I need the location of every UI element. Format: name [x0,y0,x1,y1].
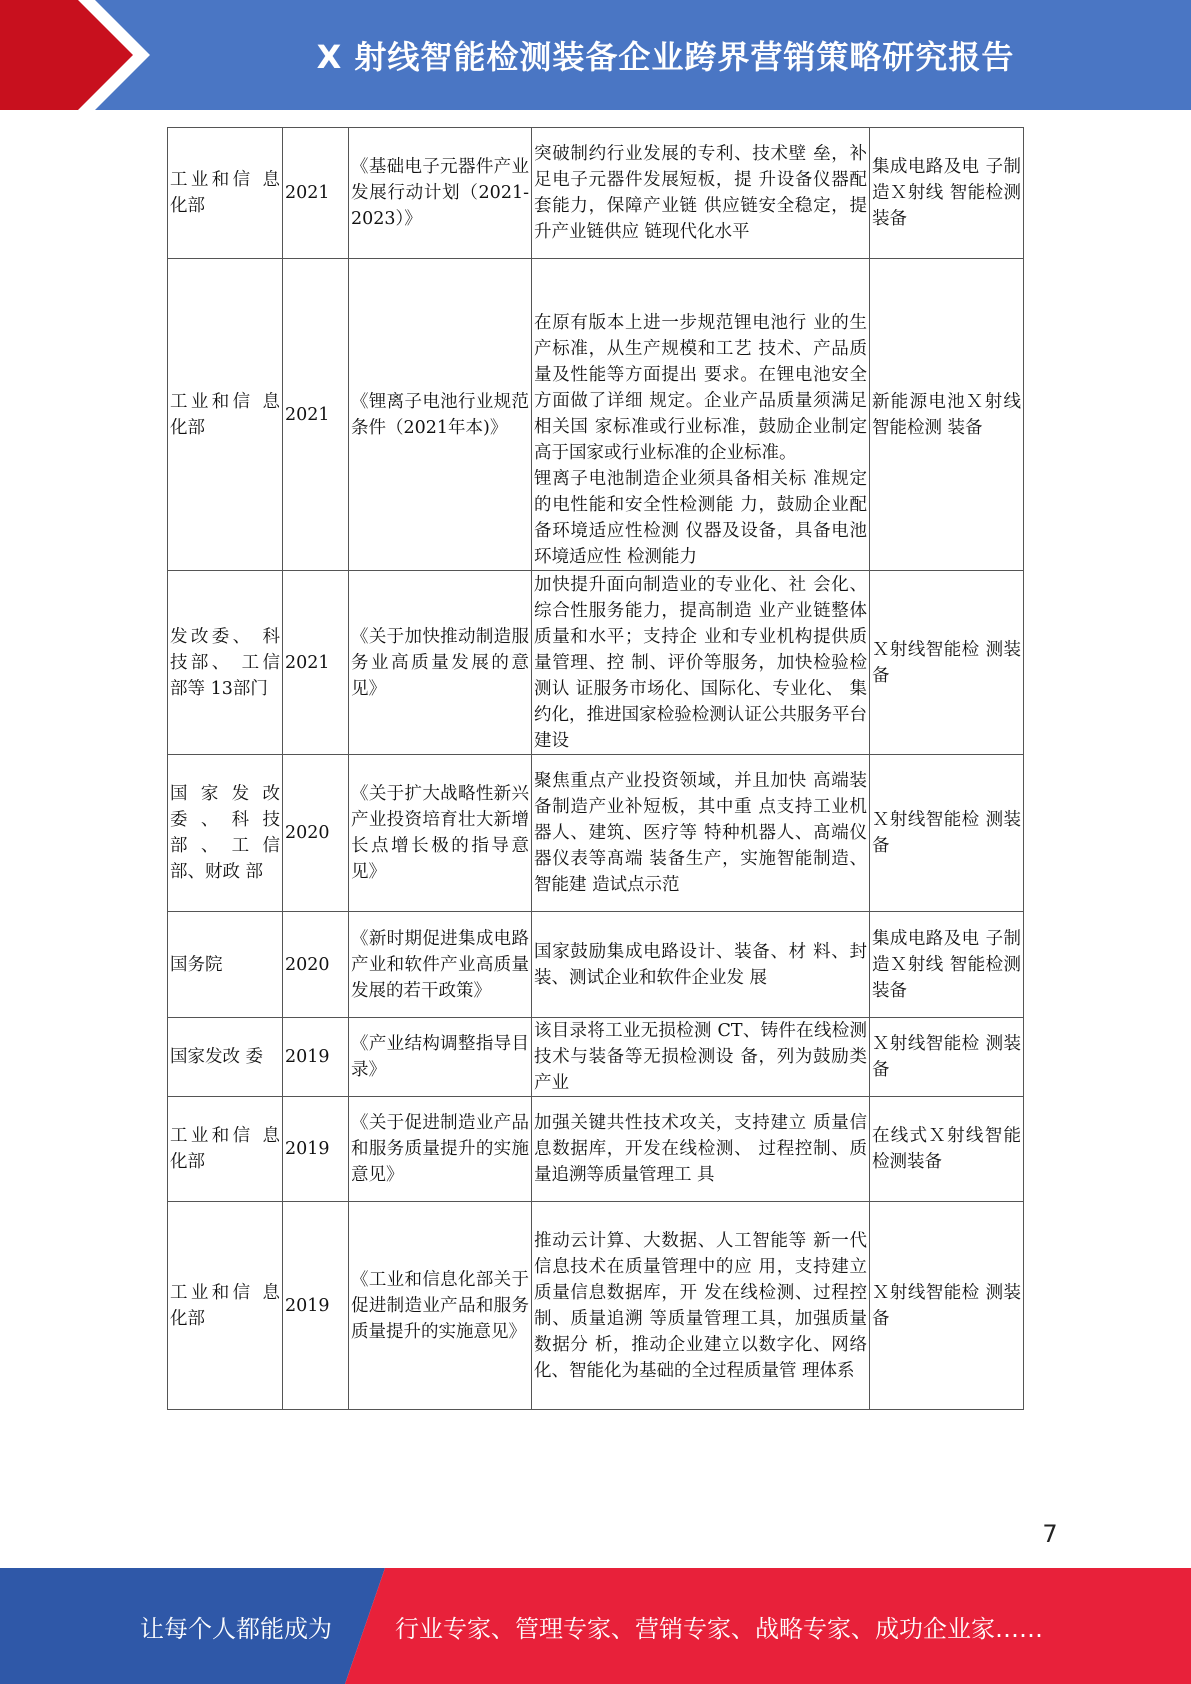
cell-department: 国家发改 委 [168,1018,283,1097]
cell-year: 2021 [283,128,349,259]
cell-content: 该目录将工业无损检测 CT、铸件在线检测技术与装备等无损检测设 备，列为鼓励类产业 [532,1018,870,1097]
cell-content: 国家鼓励集成电路设计、装备、材 料、封装、测试企业和软件企业发 展 [532,912,870,1018]
table-row [168,259,1024,571]
cell-year: 2020 [283,912,349,1018]
cell-content: 聚焦重点产业投资领域，并且加快 高端装备制造产业补短板，其中重 点支持工业机器人、建筑、医疗等 特种机器人、髙端仪器仪表等髙端 装备生产，实施智能制造、智能建 造试点示范 [532,755,870,912]
cell-field: 在线式Ｘ射线智能检测装备 [870,1097,1024,1202]
table-continuation-mask [160,1412,1040,1418]
cell-year: 2019 [283,1097,349,1202]
cell-field: Ｘ射线智能检 测装备 [870,571,1024,755]
cell-year: 2021 [283,571,349,755]
cell-year: 2020 [283,755,349,912]
cell-department: 国 家 发 改 委、科技 部、工信 部、财政 部 [168,755,283,912]
header-red-chevron [0,0,150,110]
cell-field: Ｘ射线智能检 测装备 [870,755,1024,912]
cell-content: 突破制约行业发展的专利、技术壁 垒，补足电子元器件发展短板，提 升设备仪器配套能力，保障产业链 供应链安全稳定，提升产业链供应 链现代化水平 [532,128,870,259]
cell-field: 新能源电池Ｘ射线智能检测 装备 [870,259,1024,571]
cell-policy: 《新时期促进集成电路产业和软件产业高质量发展的若干政策》 [349,912,532,1018]
cell-content: 推动云计算、大数据、人工智能等 新一代信息技术在质量管理中的应 用，支持建立质量信息数据库，开 发在线检测、过程控制、质量追溯 等质量管理工具，加强质量数据分 析，推动企业建立以数字化、网络 化、智能化为基础的全过程质量管 理体系 [532,1202,870,1410]
cell-department: 工业和信 息化部 [168,128,283,259]
cell-department: 工业和信 息化部 [168,1202,283,1410]
footer-slogan-left: 让每个人都能成为 [140,1614,332,1643]
policy-table [167,127,1024,1410]
table-row [168,912,1024,1018]
cell-department: 国务院 [168,912,283,1018]
cell-content [532,259,870,571]
footer-slogan-right: 行业专家、管理专家、营销专家、战略专家、成功企业家…… [395,1614,1043,1643]
table-row [168,128,1024,259]
table-row [168,1018,1024,1097]
cell-content-paragraph: 在原有版本上进一步规范锂电池行 业的生产标准，从生产规模和工艺 技术、产品质量及性能等方面提出 要求。在锂电池安全方面做了详细 规定。企业产品质量须满足相关国 家标准或行业标准，鼓励企业制定 高于国家或行业标准的企业标准。 [534,313,867,463]
cell-department: 工业和信 息化部 [168,1097,283,1202]
page-number: 7 [1042,1520,1058,1548]
report-title: X 射线智能检测装备企业跨界营销策略研究报告 [316,38,1015,76]
cell-policy: 《关于扩大战略性新兴产业投资培育壮大新增长点增长极的指导意见》 [349,755,532,912]
cell-content: 加强关键共性技术攻关，支持建立 质量信息数据库，开发在线检测、 过程控制、质量追溯等质量管理工 具 [532,1097,870,1202]
page-header [0,0,1191,110]
page-footer [0,1568,1191,1684]
cell-year: 2019 [283,1018,349,1097]
table-row [168,1202,1024,1410]
cell-field: 集成电路及电 子制造Ｘ射线 智能检测装备 [870,912,1024,1018]
cell-policy: 《基础电子元器件产业发展行动计划（2021-2023）》 [349,128,532,259]
cell-department: 发改委、 科技部、 工信部等 13部门 [168,571,283,755]
cell-policy: 《锂离子电池行业规范条件（2021年本)》 [349,259,532,571]
cell-policy: 《关于促进制造业产品和服务质量提升的实施意见》 [349,1097,532,1202]
cell-policy: 《关于加快推动制造服务业高质量发展的意见》 [349,571,532,755]
cell-field: Ｘ射线智能检 测装备 [870,1018,1024,1097]
table-row [168,571,1024,755]
table-row [168,755,1024,912]
cell-year: 2019 [283,1202,349,1410]
cell-field: Ｘ射线智能检 测装备 [870,1202,1024,1410]
cell-policy: 《产业结构调整指导目录》 [349,1018,532,1097]
cell-content: 加快提升面向制造业的专业化、社 会化、综合性服务能力，提高制造 业产业链整体质量和水平；支持企 业和专业机构提供质量管理、控 制、评价等服务，加快检验检测认 证服务市场化、国际化、专业化、 集约化，推进国家检验检测认证公共服务平台建设 [532,571,870,755]
table-row [168,1097,1024,1202]
cell-field: 集成电路及电 子制造Ｘ射线 智能检测装备 [870,128,1024,259]
cell-year: 2021 [283,259,349,571]
cell-content-paragraph: 锂离子电池制造企业须具备相关标 准规定的电性能和安全性检测能 力，鼓励企业配备环境适应性检测 仪器及设备，具备电池环境适应性 检测能力 [534,469,867,567]
cell-department: 工业和信 息化部 [168,259,283,571]
cell-policy: 《工业和信息化部关于促进制造业产品和服务质量提升的实施意见》 [349,1202,532,1410]
